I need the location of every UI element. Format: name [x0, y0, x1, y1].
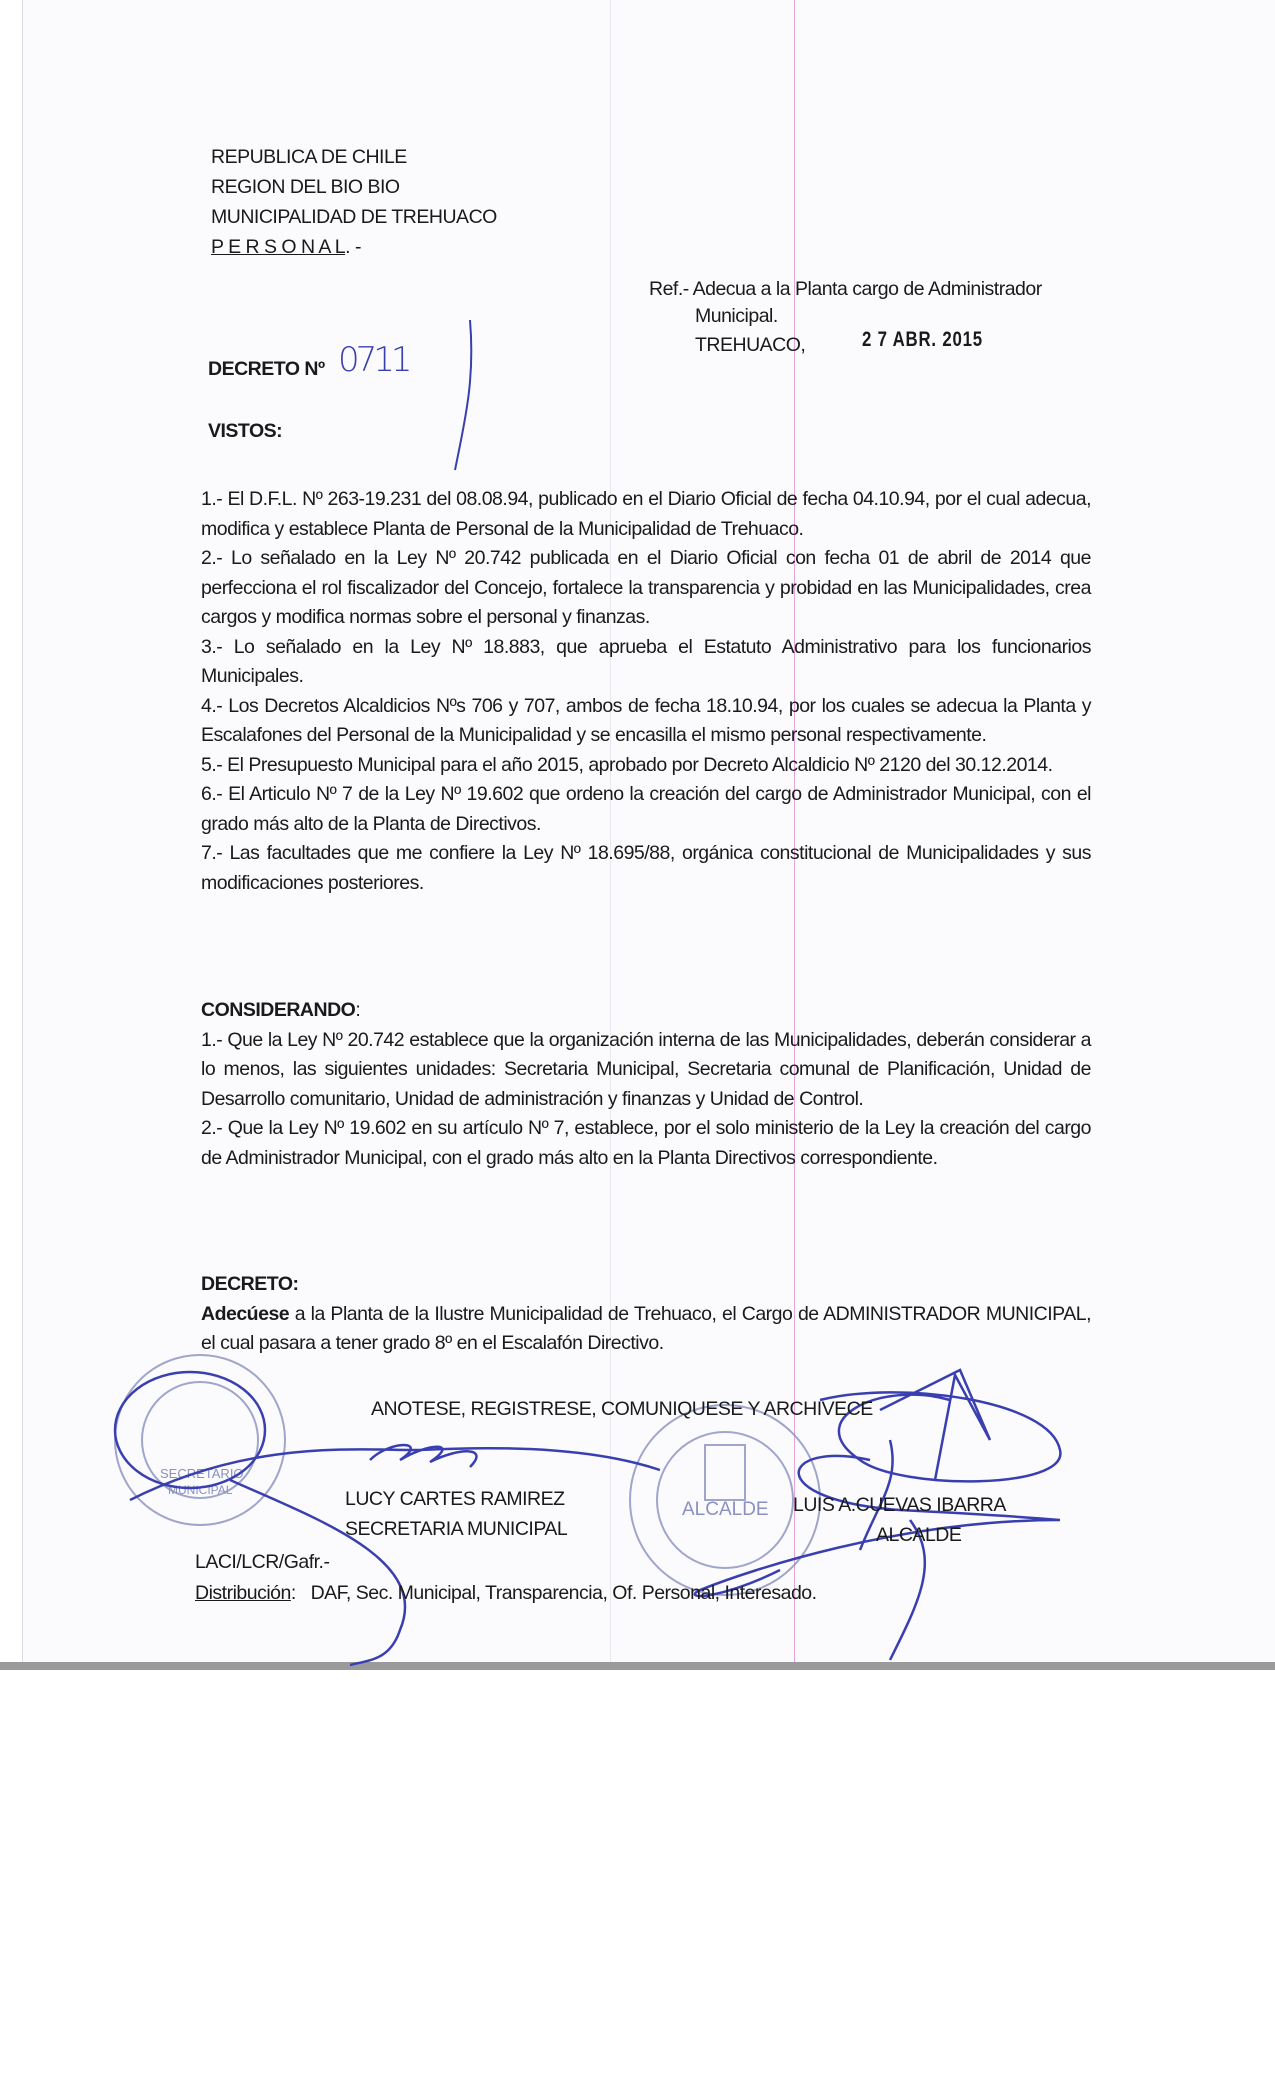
department-label: P E R S O N A L [211, 236, 346, 258]
considerando-title: CONSIDERANDO [201, 999, 356, 1021]
ref-line: Ref.- Adecua a la Planta cargo de Administrador [649, 278, 1042, 300]
decreto-text: a la Planta de la Ilustre Municipalidad de Trehuaco, el Cargo de ADMINISTRADOR MUNICIPAL, el cual pasara a tener grado 8º en el Escalafón Directivo. [201, 1302, 1091, 1354]
decree-number-slash [455, 320, 471, 470]
svg-text:ALCALDE: ALCALDE [682, 1499, 769, 1520]
considerando-item: 1.- Que la Ley Nº 20.742 establece que la organización interna de las Municipalidades, deberán considerar a lo menos, las siguientes unidades: Secretaria Municipal, Secretaria comunal de Planificación, Unidad de Desarrollo comunitario, Unidad de administración y finanzas y Unidad de Control. [201, 1028, 1091, 1110]
decree-label: DECRETO Nº [208, 358, 325, 380]
initials: LACI/LCR/Gafr.- [195, 1551, 330, 1573]
considerando-colon: : [355, 999, 361, 1021]
secretary-title: SECRETARIA MUNICIPAL [345, 1518, 568, 1540]
vistos-item: 5.- El Presupuesto Municipal para el año 2015, aprobado por Decreto Alcaldicio Nº 2120 del 30.12.2014. [201, 753, 1053, 776]
ref-line-2: Municipal. [695, 305, 778, 327]
secretary-name: LUCY CARTES RAMIREZ [345, 1488, 565, 1510]
distribution [195, 1582, 817, 1605]
mayor-name: LUIS A.CUEVAS IBARRA [793, 1494, 1006, 1516]
svg-text:SECRETARIO: SECRETARIO [160, 1466, 244, 1481]
distribution-list: DAF, Sec. Municipal, Transparencia, Of. Personal, Interesado. [310, 1582, 817, 1604]
vistos-item: 3.- Lo señalado en la Ley Nº 18.883, que aprueba el Estatuto Administrativo para los funcionarios Municipales. [201, 635, 1091, 687]
vistos-item: 6.- El Articulo Nº 7 de la Ley Nº 19.602 que ordeno la creación del cargo de Administrador Municipal, con el grado más alto de la Planta de Directivos. [201, 783, 1091, 835]
vistos-item: 7.- Las facultades que me confiere la Ley Nº 18.695/88, orgánica constitucional de Municipalidades y sus modificaciones posteriores. [201, 842, 1091, 894]
mayor-title: ALCALDE [876, 1524, 962, 1546]
vistos-item: 4.- Los Decretos Alcaldicios Nºs 706 y 707, ambos de fecha 18.10.94, por los cuales se adecua la Planta y Escalafones del Personal de la Municipalidad y se encasilla el mismo personal respectivamente. [201, 694, 1091, 746]
decree-number-handwritten: 0711 [338, 340, 409, 380]
vistos-item: 1.- El D.F.L. Nº 263-19.231 del 08.08.94, publicado en el Diario Oficial de fecha 04.10.94, por el cual adecua, modifica y establece Planta de Personal de la Municipalidad de Trehuaco. [201, 488, 1091, 540]
decreto-lead: Adecúese [201, 1302, 290, 1325]
header-municipality: MUNICIPALIDAD DE TREHUACO [211, 206, 497, 228]
department-suffix: . - [345, 236, 361, 258]
place: TREHUACO, [695, 334, 806, 356]
decreto-title: DECRETO: [201, 1273, 299, 1295]
distribution-label: Distribución [195, 1582, 291, 1604]
distribution-colon: : [290, 1582, 296, 1604]
date-stamp: 2 7 ABR. 2015 [862, 328, 983, 351]
considerando-item: 2.- Que la Ley Nº 19.602 en su artículo Nº 7, establece, por el solo ministerio de la Ley la creación del cargo de Administrador Municipal, con el grado más alto en la Planta Directivos correspondiente. [201, 1117, 1091, 1169]
secretary-stamp [115, 1355, 285, 1525]
svg-text:MUNICIPAL: MUNICIPAL [168, 1483, 233, 1497]
vistos-item: 2.- Lo señalado en la Ley Nº 20.742 publicada en el Diario Oficial con fecha 01 de abril de 2014 que perfecciona el rol fiscalizador del Concejo, fortalece la transparencia y probidad en las Municipalidades, crea cargos y modifica normas sobre el personal y finanzas. [201, 547, 1091, 628]
vistos-title: VISTOS: [208, 420, 283, 442]
closing-formula: ANOTESE, REGISTRESE, COMUNIQUESE Y ARCHIVECE [371, 1398, 873, 1420]
header-republic: REPUBLICA DE CHILE [211, 146, 407, 168]
header-region: REGION DEL BIO BIO [211, 176, 400, 198]
